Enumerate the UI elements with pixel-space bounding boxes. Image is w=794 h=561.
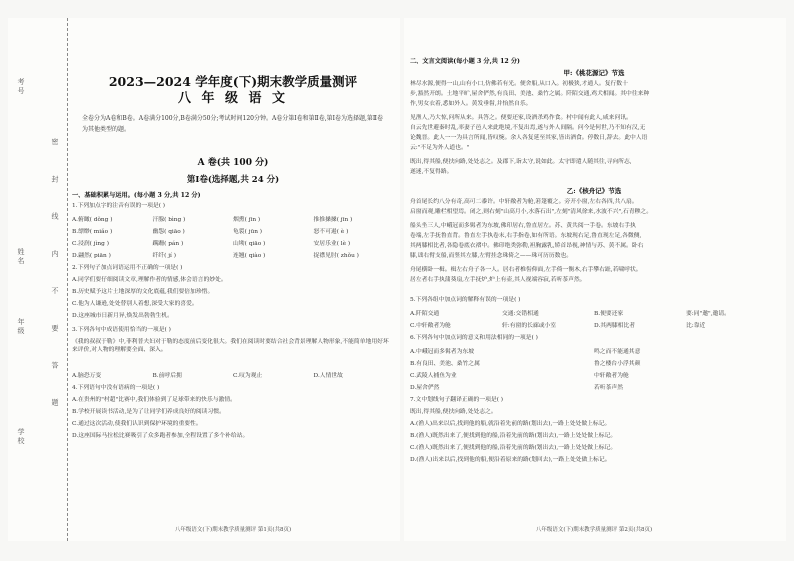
q1-option: 纤纤( jí ) (152, 253, 176, 259)
q1-option: 怒不可遏( è ) (313, 229, 349, 235)
q3-option: A.脑恐万变 (72, 373, 102, 379)
q3-option: B.前呼后拥 (152, 373, 182, 379)
q1-stem: 1.下列加点字的注音有误的一项是( ) (72, 203, 166, 209)
q1-option: 幽怨( qiāo ) (152, 229, 185, 235)
q2-option: A.同学们要仔细阅读文章,理解作者的情感,体会语言的妙处。 (72, 277, 227, 283)
q5-option: 比:靠近 (686, 323, 706, 329)
q7-option: A.(渔人)出来以后,找到他的船,就沿着先前的路(划出去),一路上处处做上标记。 (410, 421, 611, 427)
q5-option: D.其两膝相比者 (594, 323, 636, 329)
q5-option: 交通:交错相通 (502, 311, 539, 317)
class-label: 年级 (17, 318, 25, 336)
q1-option: A.俯瞰( dǒng ) (72, 217, 113, 223)
q1-row (72, 250, 394, 259)
q5-option: 轩:有窗的长廊或小室 (502, 323, 557, 329)
q1-option: 山坳( qiāo ) (233, 241, 266, 247)
q6-option: C.武陵人捕鱼为业 (410, 373, 457, 379)
passage-2-line: 舟首尾长约八分有奇,高可二黍许。中轩敞者为舱,箬篷覆之。旁开小窗,左右各四,共八扇。 (410, 199, 638, 205)
name-label: 姓名 (17, 248, 25, 266)
q2-stem: 2.下列句子加点词语运用不正确的一项是( ) (72, 265, 183, 271)
passage-1-line: 遂迷,不复得路。 (410, 169, 453, 175)
passage-2-line: 其两膝相比者,各隐卷底衣褶中。佛印绝类弥勒,袒胸露乳,矫首昂视,神情与苏、黄不属。卧右 (410, 243, 644, 249)
q1-option: 捉襟见肘( zhǒu ) (313, 253, 359, 259)
q1-option: 蹒跚( pán ) (152, 241, 184, 247)
seal-notice: 密 封 线 内 不 要 答 题 (51, 138, 59, 420)
q4-option: D.这座国际马拉松比赛吸引了众多跑者参加,全程设置了多个补给站。 (72, 433, 249, 439)
q7-option: C.(渔人)既然出来了,便找到他的船,沿着先前的路(划出去),一路上处处做上标记。 (410, 445, 617, 451)
passage-1-line: 论魏晋。此人一一为具言所闻,皆叹惋。余人各复延至其家,皆出酒食。停数日,辞去。此中人语 (410, 135, 648, 141)
exam-notes: 全卷分为A卷和B卷。A卷满分100分,B卷满分50分;考试时间120分钟。A卷分第Ⅰ卷和第Ⅱ卷,第Ⅰ卷为选择题,第Ⅱ卷为其他类型的题。 (82, 115, 383, 133)
q6-option: 中轩敞者为舱 (594, 373, 629, 379)
page-right (404, 18, 786, 541)
q2-option: D.这座城市日新月异,焕发出勃勃生机。 (72, 313, 173, 319)
q4-stem: 4.下列语句中没有语病的一项是( ) (72, 385, 160, 391)
right-content (410, 18, 778, 541)
q3-text: 《我的叔叔于勒》中,菲利普夫妇对于勒的态度前后变化很大。我们在阅读时要结合社会背景理解人物形象,不能简单地用好坏来评价,对人物的理解要全面、深入。 (72, 339, 389, 353)
q7-text: 既出,得其船,便扶向路,处处志之。 (410, 409, 497, 415)
passage-2-line: 卷端,左手抚鲁直背。鲁直左手执卷末,右手指卷,如有所语。东坡现右足,鲁直现左足,各微侧, (410, 233, 642, 239)
q6-row (410, 346, 778, 355)
q6-option: 鸣之而不能通其意 (594, 349, 641, 355)
passage-1-line: 既出,得其船,便扶向路,处处志之。及郡下,诣太守,说如此。太守即遣人随其往,寻向所志, (410, 159, 632, 165)
q4-option: C.通过这次活动,使我们认识到保护环境的重要性。 (72, 421, 202, 427)
exam-title: 2023—2024 学年度(下)期末教学质量测评 (108, 74, 358, 89)
q1-option: 烟熏( jīn ) (233, 217, 261, 223)
passage-2-title: 乙:《核舟记》节选 (566, 187, 622, 195)
passage-2-line: 居左者右手执蒲葵扇,左手抚炉,炉上有壶,其人视端容寂,若听茶声然。 (410, 277, 586, 283)
left-content (72, 18, 394, 541)
passage-2-line: 船头坐三人,中峨冠而多髯者为东坡,佛印居右,鲁直居左。苏、黄共阅一手卷。东坡右手执 (410, 223, 636, 229)
q3-stem: 3.下列各句中成语使用恰当的一项是( ) (72, 327, 171, 333)
passage-1-line: 作,男女衣着,悉如外人。黄发垂髫,并怡然自乐。 (410, 101, 532, 107)
q1-option: 龟裂( jūn ) (233, 229, 263, 235)
q5-row (410, 308, 778, 317)
section-2-heading: 二、文言文阅读(每小题 3 分,共 12 分) (410, 58, 520, 65)
q6-option: 鲁之楼台小浮其颜 (594, 361, 641, 367)
q1-row (72, 214, 394, 223)
q6-row (410, 358, 778, 367)
q3-options (72, 370, 394, 379)
binding-margin (8, 18, 68, 541)
page-footer: 八年级语文(下)期末教学质量测评 第1页(共8页) (174, 527, 292, 533)
exam-no-label: 考号 (17, 78, 25, 96)
q7-stem: 7.文中划线句子翻译正确的一项是( ) (410, 397, 504, 403)
q6-option: A.中峨冠而多髯者为东坡 (410, 349, 474, 355)
q3-option: C.叹为观止 (233, 373, 263, 379)
q6-option: D.屋舍俨然 (410, 385, 440, 391)
q6-option: 若听茶声然 (594, 385, 623, 391)
passage-1-line: 见渔人,乃大惊,问所从来。具答之。便要还家,设酒杀鸡作食。村中闻有此人,咸来问讯。 (410, 115, 632, 121)
q6-row (410, 370, 778, 379)
q4-option: B.学校开展读书活动,是为了让同学们养成良好的阅读习惯。 (72, 409, 225, 415)
volume-heading: 第Ⅰ卷(选择题,共 24 分) (186, 175, 280, 185)
q1-option: 汗腺( bìng ) (152, 217, 186, 223)
q1-option: C.浸润( jìng ) (72, 241, 109, 247)
section-1-heading: 一、基础积累与运用。(每小题 3 分,共 12 分) (72, 192, 201, 199)
passage-1-line: 自云先世避秦时乱,率妻子邑人来此绝境,不复出焉,遂与外人间隔。问今是何世,乃不知有汉,无 (410, 125, 646, 131)
q5-option: C.中轩敞者为舱 (410, 323, 451, 329)
part-a-heading: A 卷(共 100 分) (197, 158, 269, 168)
q3-option: D.人情世故 (313, 373, 343, 379)
q7-option: D.(渔人)出来以后,找到他的船,便沿着原来的路(划回去),一路上处处做上标记。 (410, 457, 611, 463)
q1-option: B.缥缈( miǎo ) (72, 229, 113, 235)
page-footer: 八年级语文(下)期末教学质量测评 第2页(共8页) (535, 527, 653, 533)
q1-option: 推推搡搡( jīn ) (313, 217, 353, 223)
passage-2-line: 膝,诎右臂支船,而竖其左膝,左臂挂念珠倚之——珠可历历数也。 (410, 253, 573, 259)
passage-1-line: 云:"不足为外人道也。" (410, 145, 470, 151)
exam-subtitle: 八 年 级 语 文 (177, 91, 289, 106)
q5-row (410, 320, 778, 329)
q4-option: A.在贵州的"村超"比赛中,我们体验到了足球带来的快乐与激情。 (72, 397, 236, 403)
passage-2-line: 启窗而观,雕栏相望焉。闭之,则右刻"山高月小,水落石出",左刻"清风徐来,水波不兴",石青糁之。 (410, 209, 653, 215)
q5-option: B.便要还家 (594, 311, 624, 317)
q7-option: B.(渔人)既然出来了,便找到他的船,沿着先前的路(划出去),一路上处处做上标记。 (410, 433, 617, 439)
q2-option: C.他为人谦逊,处处替别人着想,深受大家的喜爱。 (72, 301, 198, 307)
q5-stem: 5.下列各组中加点词的解释有误的一项是( ) (410, 297, 521, 303)
q6-option: B.有良田、美池、桑竹之属 (410, 361, 480, 367)
passage-1-line: 林尽水源,便得一山,山有小口,仿佛若有光。便舍船,从口入。初极狭,才通人。复行数十 (410, 81, 628, 87)
school-label: 学校 (17, 428, 25, 446)
q1-option: 安居乐业( lè ) (313, 241, 351, 247)
passage-1-line: 步,豁然开朗。土地平旷,屋舍俨然,有良田、美池、桑竹之属。阡陌交通,鸡犬相闻。其中往来种 (410, 91, 650, 97)
q5-option: 要:同"邀",邀请。 (686, 311, 730, 317)
q2-option: B.历史赋予这片土地深厚的文化底蕴,我们要倍加珍惜。 (72, 289, 214, 295)
q1-option: D.翩然( piān ) (72, 253, 111, 259)
q1-option: 连翘( qiào ) (233, 253, 266, 259)
q1-row (72, 226, 394, 235)
q1-row (72, 238, 394, 247)
passage-2-line: 舟尾横卧一楫。楫左右舟子各一人。居右者椎髻仰面,左手倚一衡木,右手攀右趾,若啸呼状。 (410, 267, 642, 273)
q6-stem: 6.下列各句中加点词的意义和用法相同的一项是( ) (410, 335, 538, 341)
page-left (8, 18, 400, 541)
q6-row (410, 382, 778, 391)
passage-1-title: 甲:《桃花源记》节选 (563, 69, 625, 77)
q5-option: A.阡陌交通 (410, 311, 440, 317)
